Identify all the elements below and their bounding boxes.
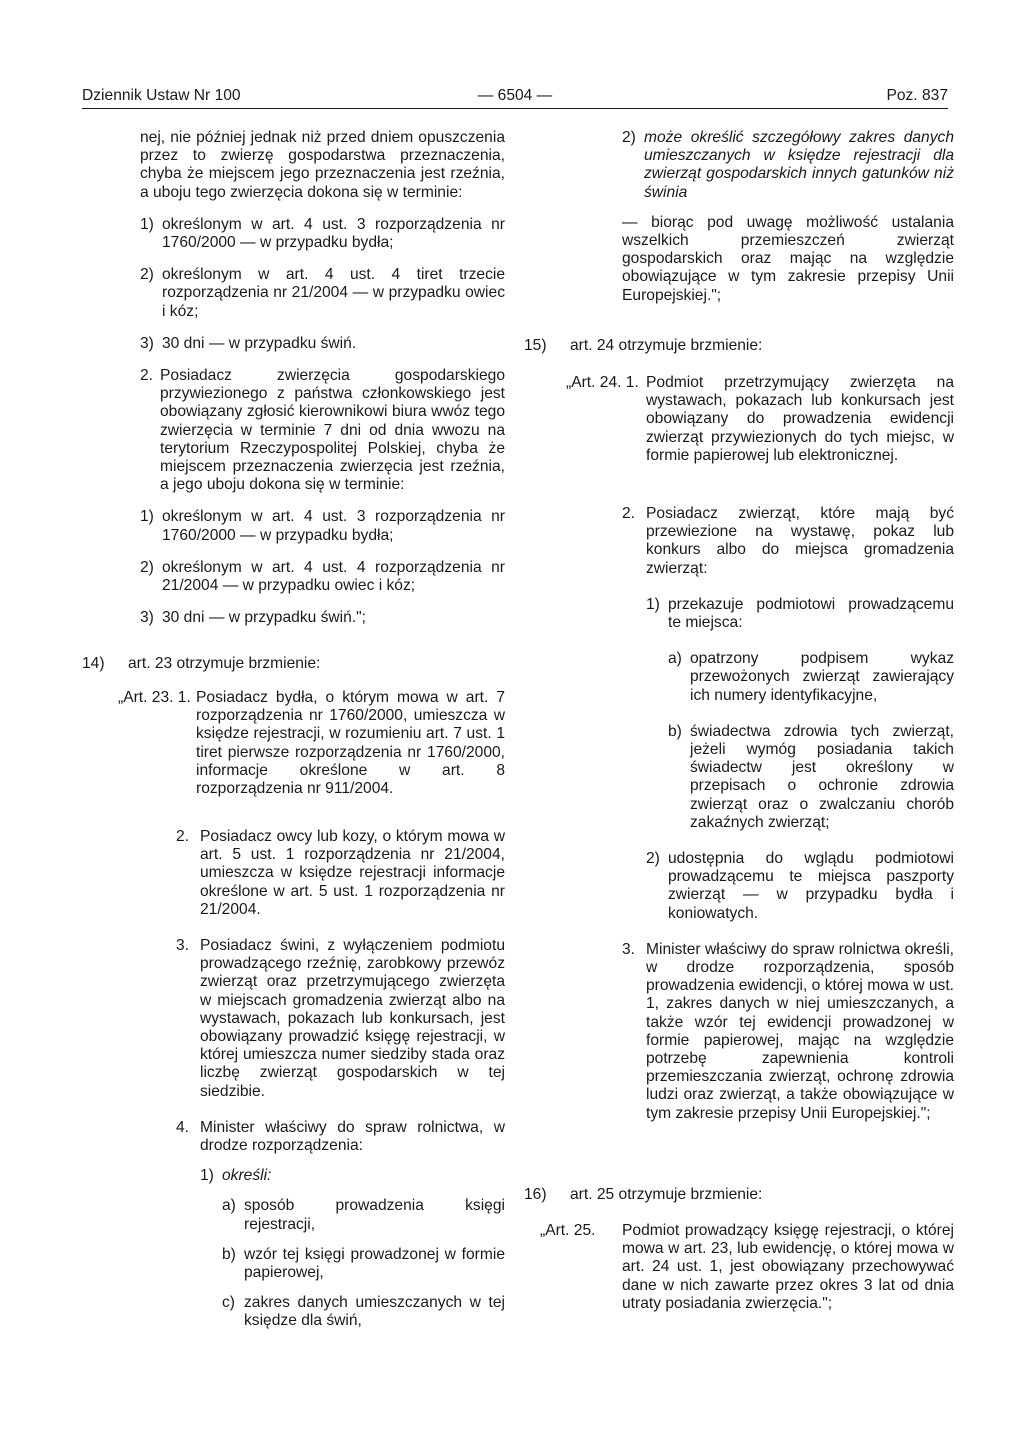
list-item: 1) przekazuje podmiotowi prowadzącemu te miejsca: — [646, 595, 954, 632]
list-item: 2) udostępnia do wglądu podmiotowi prowadzącemu te miejsca paszporty zwierząt — w przypadku bydła i koniowatych. — [646, 850, 954, 922]
right-column-top — [622, 129, 954, 305]
journal-title: Dziennik Ustaw Nr 100 — [82, 87, 241, 104]
amendment-16: 16) art. 25 otrzymuje brzmienie: — [524, 1186, 763, 1203]
art24-par2: 2. Posiadacz zwierząt, które mają być przewiezione na wystawę, pokaz lub konkurs albo do miejsca gromadzenia zwierząt: — [622, 505, 954, 577]
list-item: 3) 30 dni — w przypadku świń. — [140, 334, 357, 352]
left-column — [140, 129, 505, 627]
list-item: b) świadectwa zdrowia tych zwierząt, jeżeli wymóg posiadania takich świadectw jest określony w przepisach o ochronie zdrowia zwierząt oraz o zwalczaniu chorób zakaźnych zwierząt; — [668, 722, 954, 831]
art25-text: „Art. 25. Podmiot prowadzący księgę rejestracji, o której mowa w art. 23, lub ewidencję, o której mowa w art. 24 ust. 1, jest obowiązany przechowywać dane w nich zawarte przez okres 3 lat od dnia utraty posiadania zwierzęcia."; — [540, 1222, 954, 1312]
article-24-cont — [622, 505, 954, 1123]
list-item: a) sposób prowadzenia księgi rejestracji, — [222, 1197, 505, 1233]
list-item: a) opatrzony podpisem wykaz przewożonych zwierząt zawierający ich numery identyfikacyjne, — [668, 650, 954, 704]
art24-par3: 3. Minister właściwy do spraw rolnictwa określi, w drodze rozporządzenia, sposób prowadzenia ewidencji, o której mowa w ust. 1, zakres danych w niej umieszczanych, a także wzór tej ewidencji prowadzonej w formie papierowej, mając na względzie potrzebę zapewnienia kontroli przemieszczania zwierząt, ochronę zdrowia ludzi oraz zwierząt, a także obowiązujące w tym zakresie przepisy Unii Europejskiej."; — [622, 940, 954, 1122]
list-item: 3) 30 dni — w przypadku świń."; — [140, 609, 367, 627]
art23-par4: 4. Minister właściwy do spraw rolnictwa, w drodze rozporządzenia: — [176, 1118, 505, 1155]
page-number: — 6504 — — [477, 87, 553, 104]
left-column-lower — [82, 655, 505, 673]
paragraph-2: 2. Posiadacz zwierzęcia gospodarskiego przywiezionego z państwa członkowskiego jest obowiązany zgłosić kierownikowi biura wwóz tego zwierzęcia w terminie 7 dni od dnia wwozu na terytorium Rzeczypospolitej Polskiej, chyba że miejscem przeznaczenia zwierzęcia jest rzeźnia, a jego uboju dokona się w terminie: — [140, 367, 505, 494]
article-23-cont — [176, 828, 505, 1331]
list-item: 1) określonym w art. 4 ust. 3 rozporządzenia nr 1760/2000 — w przypadku bydła; — [140, 215, 505, 252]
art23-par2: 2. Posiadacz owcy lub kozy, o którym mowa w art. 5 ust. 1 rozporządzenia nr 21/2004, umieszcza w księdze rejestracji informacje określone w art. 5 ust. 1 rozporządzenia nr 21/2004. — [176, 828, 505, 918]
closing-clause: — biorąc pod uwagę możliwość ustalania wszelkich przemieszczeń zwierząt gospodarskich oraz mając na względzie obowiązujące w tym zakresie przepisy Unii Europejskiej."; — [622, 213, 954, 304]
position-number: Poz. 837 — [886, 87, 948, 104]
list-item: 1) określi: — [200, 1167, 272, 1185]
list-item: b) wzór tej księgi prowadzonej w formie papierowej, — [222, 1245, 505, 1282]
article-24 — [566, 374, 954, 465]
art24-par1: „Art. 24. 1. Podmiot przetrzymujący zwierzęta na wystawach, pokazach lub konkursach jest obowiązany do prowadzenia ewidencji zwierząt przywiezionych do tych miejsc, w formie papierowej lub elektronicznej. — [566, 374, 954, 464]
article-23 — [118, 689, 505, 798]
article-25 — [540, 1222, 954, 1313]
list-item: 1) określonym w art. 4 ust. 3 rozporządzenia nr 1760/2000 — w przypadku bydła; — [140, 508, 505, 544]
list-item: c) zakres danych umieszczanych w tej księdze dla świń, — [222, 1294, 505, 1330]
page-header — [82, 87, 948, 109]
list-item: 2) może określić szczegółowy zakres danych umieszczanych w księdze rejestracji dla zwierząt gospodarskich innych gatunków niż świnia — [622, 129, 954, 201]
art23-par3: 3. Posiadacz świni, z wyłączeniem podmiotu prowadzącego rzeźnię, zarobkowy przewóz zwierząt oraz przetrzymującego zwierzęta w miejscach gromadzenia zwierząt albo na wystawach, pokazach lub konkursach, jest obowiązany prowadzić księgę rejestracji, w której umieszcza numer siedziby stada oraz liczbę zwierząt gospodarskich w tej siedzibie. — [176, 937, 505, 1100]
list-item: 2) określonym w art. 4 ust. 4 tiret trzecie rozporządzenia nr 21/2004 — w przypadku owiec i kóz; — [140, 266, 505, 320]
art23-par1: „Art. 23. 1. Posiadacz bydła, o którym mowa w art. 7 rozporządzenia nr 1760/2000, umieszcza w księdze rejestracji, w rozumieniu art. 7 ust. 1 tiret pierwsze rozporządzenia nr 1760/2000, informacje określone w art. 8 rozporządzenia nr 911/2004. — [118, 689, 505, 798]
amendment-15: 15) art. 24 otrzymuje brzmienie: — [524, 337, 763, 354]
intro-paragraph: nej, nie później jednak niż przed dniem opuszczenia przez to zwierzę gospodarstwa przeznaczenia, chyba że miejscem jego przeznaczenia jest rzeźnia, a uboju tego zwierzęcia dokona się w terminie: — [140, 129, 505, 201]
list-item: 2) określonym w art. 4 ust. 4 rozporządzenia nr 21/2004 — w przypadku owiec i kóz; — [140, 558, 505, 595]
amendment-14: 14) art. 23 otrzymuje brzmienie: — [82, 655, 321, 672]
